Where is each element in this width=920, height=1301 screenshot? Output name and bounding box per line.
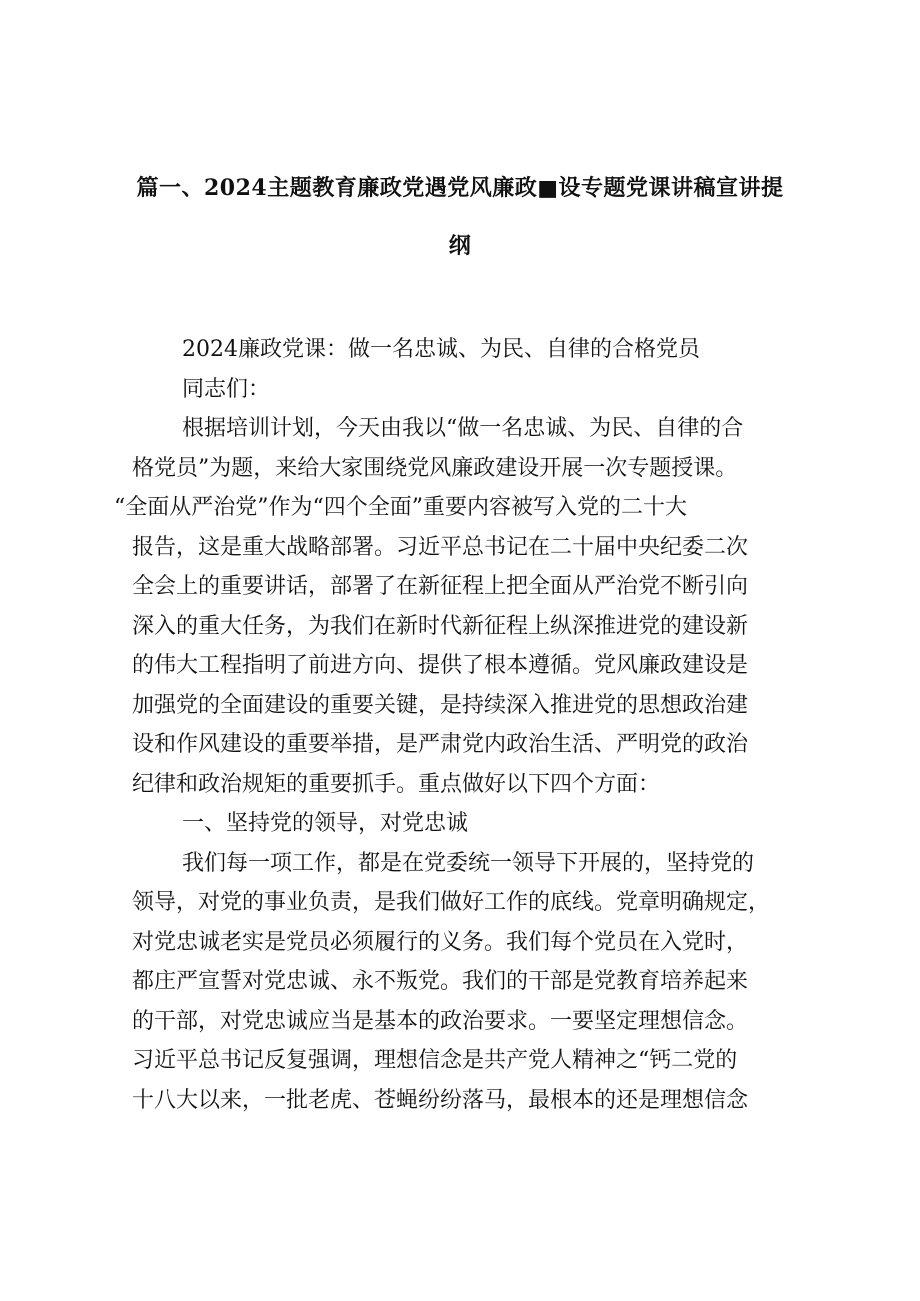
paragraph-line: 的干部，对党忠诚应当是基本的政治要求。一要坚定理想信念。	[132, 1008, 749, 1034]
paragraph-line: 纪律和政治规矩的重要抓手。重点做好以下四个方面：	[132, 771, 661, 797]
paragraph-line: 根据培训计划，今天由我以“做一名忠诚、为民、自律的合	[182, 416, 744, 441]
paragraph-line: 深入的重大任务，为我们在新时代新征程上纵深推进党的建设新	[132, 613, 749, 639]
document-body	[114, 330, 802, 1120]
paragraph-line: 领导，对党的事业负责，是我们做好工作的底线。党章明确规定，	[132, 890, 771, 915]
lecture-heading: 2024廉政党课：做一名忠诚、为民、自律的合格党员	[182, 337, 700, 362]
paragraph-line: 全会上的重要讲话，部署了在新征程上把全面从严治党不断引向	[132, 574, 749, 599]
paragraph-line: 都庄严宣誓对党忠诚、永不叛党。我们的干部是党教育培养起来	[132, 969, 749, 994]
paragraph-line: 对党忠诚老实是党员必须履行的义务。我们每个党员在入党时，	[132, 929, 749, 955]
document-title-line-2: 纲	[448, 233, 472, 259]
document-title-line-1: 篇一、2024主题教育廉政党遇党风廉政■设专题党课讲稿宣讲提	[136, 175, 784, 201]
salutation: 同志们：	[182, 376, 271, 402]
paragraph-line: 报告，这是重大战略部署。习近平总书记在二十届中央纪委二次	[132, 534, 749, 560]
paragraph-line: 格党员”为题，来给大家围绕党风廉政建设开展一次专题授课。	[132, 455, 738, 481]
paragraph-line: 加强党的全面建设的重要关键，是持续深入推进党的思想政治建	[132, 692, 749, 718]
paragraph-line: “全面从严治党”作为“四个全面”重要内容被写入党的二十大	[114, 495, 687, 520]
section-heading: 一、坚持党的领导，对党忠诚	[182, 811, 469, 836]
paragraph-line: 习近平总书记反复强调，理想信念是共产党人精神之“钙二党的	[132, 1048, 738, 1073]
paragraph-line: 我们每一项工作，都是在党委统一领导下开展的，坚持党的	[182, 850, 755, 876]
paragraph-line: 设和作风建设的重要举措，是严肃党内政治生活、严明党的政治	[132, 732, 749, 757]
paragraph-line: 的伟大工程指明了前进方向、提供了根本遵循。党风廉政建设是	[132, 653, 749, 678]
paragraph-line: 十八大以来，一批老虎、苍蝇纷纷落马，最根本的还是理想信念	[132, 1087, 749, 1113]
